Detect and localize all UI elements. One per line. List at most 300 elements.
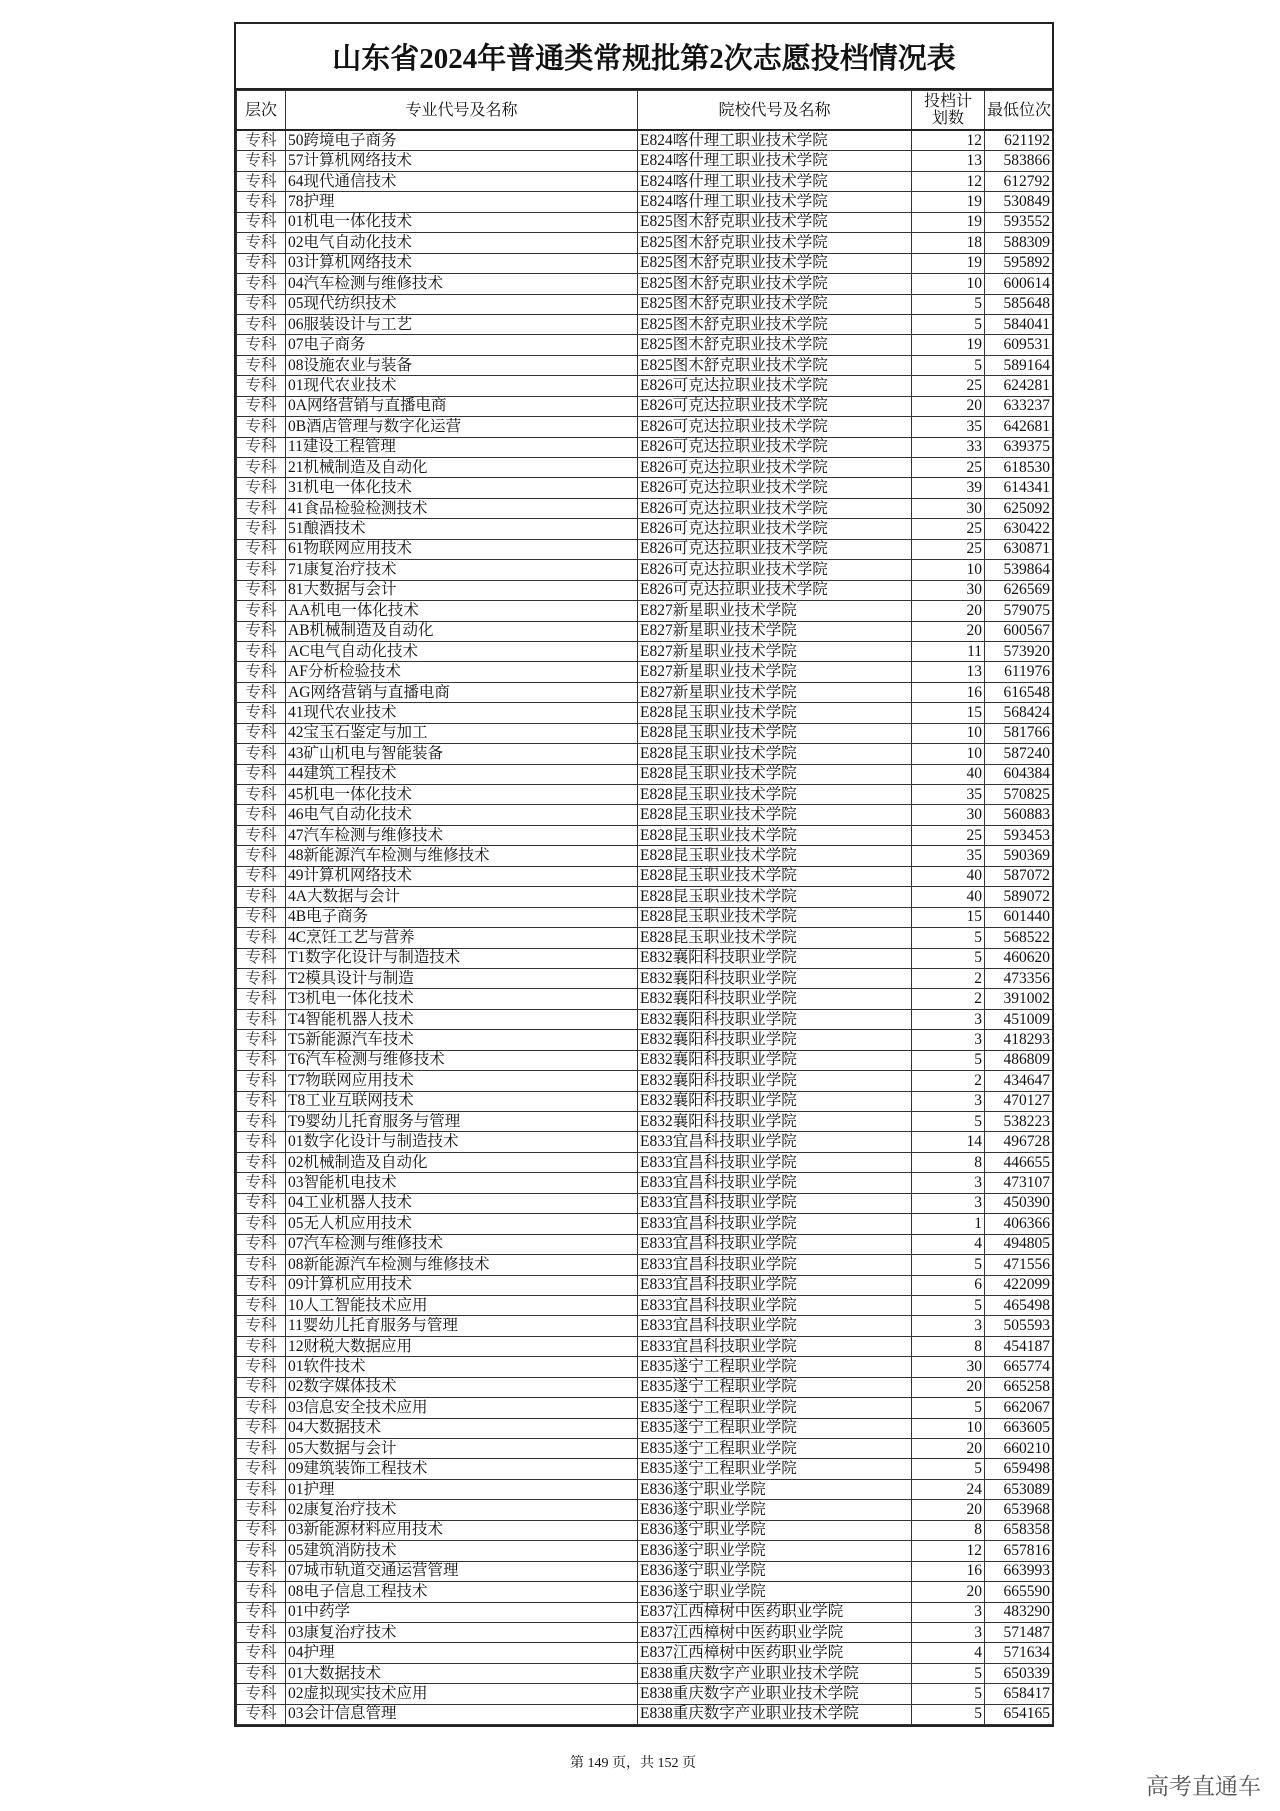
cell-level: 专科 — [237, 1357, 286, 1377]
cell-level: 专科 — [237, 192, 286, 212]
cell-min-rank: 483290 — [985, 1602, 1053, 1622]
cell-min-rank: 639375 — [985, 437, 1053, 457]
cell-major: 4C烹饪工艺与营养 — [286, 928, 638, 948]
cell-plan-count: 3 — [912, 1091, 985, 1111]
cell-level: 专科 — [237, 355, 286, 375]
cell-level: 专科 — [237, 846, 286, 866]
cell-min-rank: 590369 — [985, 846, 1053, 866]
admission-table — [236, 90, 1053, 1725]
cell-major: 81大数据与会计 — [286, 580, 638, 600]
cell-school: E826可克达拉职业技术学院 — [638, 539, 912, 559]
cell-major: T3机电一体化技术 — [286, 989, 638, 1009]
cell-major: T9婴幼儿托育服务与管理 — [286, 1112, 638, 1132]
cell-major: 07汽车检测与维修技术 — [286, 1234, 638, 1254]
cell-plan-count: 8 — [912, 1152, 985, 1172]
cell-major: 06服装设计与工艺 — [286, 314, 638, 334]
cell-plan-count: 24 — [912, 1479, 985, 1499]
cell-level: 专科 — [237, 1275, 286, 1295]
cell-level: 专科 — [237, 253, 286, 273]
cell-plan-count: 5 — [912, 948, 985, 968]
table-row — [237, 437, 1053, 457]
cell-major: 01机电一体化技术 — [286, 212, 638, 232]
cell-level: 专科 — [237, 437, 286, 457]
cell-major: 05大数据与会计 — [286, 1439, 638, 1459]
cell-major: 47汽车检测与维修技术 — [286, 825, 638, 845]
cell-plan-count: 12 — [912, 1541, 985, 1561]
cell-major: 11建设工程管理 — [286, 437, 638, 457]
cell-school: E825图木舒克职业技术学院 — [638, 314, 912, 334]
cell-plan-count: 2 — [912, 968, 985, 988]
cell-major: AC电气自动化技术 — [286, 641, 638, 661]
cell-level: 专科 — [237, 1377, 286, 1397]
cell-plan-count: 20 — [912, 1439, 985, 1459]
table-row — [237, 866, 1053, 886]
cell-plan-count: 40 — [912, 887, 985, 907]
cell-school: E828昆玉职业技术学院 — [638, 907, 912, 927]
cell-level: 专科 — [237, 1050, 286, 1070]
cell-plan-count: 40 — [912, 866, 985, 886]
cell-min-rank: 662067 — [985, 1398, 1053, 1418]
cell-min-rank: 593552 — [985, 212, 1053, 232]
cell-school: E825图木舒克职业技术学院 — [638, 274, 912, 294]
cell-level: 专科 — [237, 1112, 286, 1132]
cell-min-rank: 624281 — [985, 376, 1053, 396]
table-row — [237, 1295, 1053, 1315]
table-row — [237, 294, 1053, 314]
table-row — [237, 1357, 1053, 1377]
table-row — [237, 641, 1053, 661]
cell-min-rank: 454187 — [985, 1336, 1053, 1356]
cell-min-rank: 626569 — [985, 580, 1053, 600]
cell-level: 专科 — [237, 785, 286, 805]
table-row — [237, 1173, 1053, 1193]
cell-level: 专科 — [237, 1418, 286, 1438]
cell-major: T8工业互联网技术 — [286, 1091, 638, 1111]
cell-major: T1数字化设计与制造技术 — [286, 948, 638, 968]
cell-major: 04工业机器人技术 — [286, 1193, 638, 1213]
cell-major: 51酿酒技术 — [286, 519, 638, 539]
cell-plan-count: 8 — [912, 1520, 985, 1540]
cell-level: 专科 — [237, 1582, 286, 1602]
cell-level: 专科 — [237, 396, 286, 416]
cell-major: 01现代农业技术 — [286, 376, 638, 396]
cell-level: 专科 — [237, 968, 286, 988]
cell-min-rank: 600567 — [985, 621, 1053, 641]
cell-school: E832襄阳科技职业学院 — [638, 968, 912, 988]
table-row — [237, 601, 1053, 621]
header-row — [237, 91, 1053, 131]
table-row — [237, 1071, 1053, 1091]
cell-school: E824喀什理工职业技术学院 — [638, 171, 912, 191]
cell-min-rank: 573920 — [985, 641, 1053, 661]
table-row — [237, 723, 1053, 743]
cell-school: E833宜昌科技职业学院 — [638, 1255, 912, 1275]
cell-major: 4B电子商务 — [286, 907, 638, 927]
table-row — [237, 948, 1053, 968]
cell-plan-count: 6 — [912, 1275, 985, 1295]
cell-plan-count: 25 — [912, 825, 985, 845]
cell-min-rank: 593453 — [985, 825, 1053, 845]
cell-min-rank: 589164 — [985, 355, 1053, 375]
cell-plan-count: 30 — [912, 1357, 985, 1377]
cell-level: 专科 — [237, 907, 286, 927]
header-min-rank: 最低位次 — [985, 91, 1053, 131]
cell-min-rank: 650339 — [985, 1663, 1053, 1683]
cell-major: 01中药学 — [286, 1602, 638, 1622]
cell-school: E824喀什理工职业技术学院 — [638, 192, 912, 212]
cell-plan-count: 5 — [912, 1663, 985, 1683]
cell-plan-count: 5 — [912, 294, 985, 314]
cell-level: 专科 — [237, 1193, 286, 1213]
table-row — [237, 1275, 1053, 1295]
cell-school: E833宜昌科技职业学院 — [638, 1214, 912, 1234]
cell-plan-count: 11 — [912, 641, 985, 661]
cell-major: 03康复治疗技术 — [286, 1622, 638, 1642]
table-row — [237, 1459, 1053, 1479]
table-row — [237, 662, 1053, 682]
cell-school: E825图木舒克职业技术学院 — [638, 212, 912, 232]
cell-plan-count: 19 — [912, 192, 985, 212]
cell-major: 02数字媒体技术 — [286, 1377, 638, 1397]
cell-major: 43矿山机电与智能装备 — [286, 744, 638, 764]
cell-level: 专科 — [237, 1030, 286, 1050]
table-row — [237, 376, 1053, 396]
cell-major: 05无人机应用技术 — [286, 1214, 638, 1234]
cell-major: 31机电一体化技术 — [286, 478, 638, 498]
cell-school: E832襄阳科技职业学院 — [638, 1091, 912, 1111]
cell-major: 10人工智能技术应用 — [286, 1295, 638, 1315]
cell-min-rank: 657816 — [985, 1541, 1053, 1561]
cell-school: E824喀什理工职业技术学院 — [638, 151, 912, 171]
cell-min-rank: 539864 — [985, 560, 1053, 580]
cell-level: 专科 — [237, 1622, 286, 1642]
cell-level: 专科 — [237, 1541, 286, 1561]
table-row — [237, 1479, 1053, 1499]
cell-major: 03智能机电技术 — [286, 1173, 638, 1193]
cell-level: 专科 — [237, 212, 286, 232]
cell-plan-count: 12 — [912, 130, 985, 151]
cell-level: 专科 — [237, 580, 286, 600]
cell-plan-count: 5 — [912, 355, 985, 375]
cell-major: AB机械制造及自动化 — [286, 621, 638, 641]
cell-min-rank: 584041 — [985, 314, 1053, 334]
cell-school: E827新星职业技术学院 — [638, 621, 912, 641]
table-row — [237, 682, 1053, 702]
cell-school: E837江西樟树中医药职业学院 — [638, 1602, 912, 1622]
cell-min-rank: 579075 — [985, 601, 1053, 621]
cell-plan-count: 20 — [912, 1500, 985, 1520]
table-row — [237, 498, 1053, 518]
table-row — [237, 396, 1053, 416]
cell-school: E826可克达拉职业技术学院 — [638, 417, 912, 437]
cell-level: 专科 — [237, 1500, 286, 1520]
cell-plan-count: 20 — [912, 1377, 985, 1397]
cell-level: 专科 — [237, 1663, 286, 1683]
cell-min-rank: 473107 — [985, 1173, 1053, 1193]
table-row — [237, 1398, 1053, 1418]
cell-major: 04护理 — [286, 1643, 638, 1663]
cell-school: E833宜昌科技职业学院 — [638, 1152, 912, 1172]
cell-major: 42宝玉石鉴定与加工 — [286, 723, 638, 743]
cell-min-rank: 589072 — [985, 887, 1053, 907]
cell-plan-count: 10 — [912, 744, 985, 764]
table-row — [237, 805, 1053, 825]
table-row — [237, 580, 1053, 600]
cell-min-rank: 406366 — [985, 1214, 1053, 1234]
cell-level: 专科 — [237, 703, 286, 723]
header-major: 专业代号及名称 — [286, 91, 638, 131]
cell-level: 专科 — [237, 1173, 286, 1193]
cell-school: E835遂宁工程职业学院 — [638, 1418, 912, 1438]
cell-school: E826可克达拉职业技术学院 — [638, 437, 912, 457]
cell-school: E825图木舒克职业技术学院 — [638, 233, 912, 253]
cell-plan-count: 33 — [912, 437, 985, 457]
cell-level: 专科 — [237, 662, 286, 682]
table-row — [237, 1316, 1053, 1336]
cell-plan-count: 30 — [912, 498, 985, 518]
cell-min-rank: 621192 — [985, 130, 1053, 151]
cell-plan-count: 3 — [912, 1009, 985, 1029]
table-row — [237, 764, 1053, 784]
cell-min-rank: 633237 — [985, 396, 1053, 416]
header-plan-count: 投档计划数 — [912, 91, 985, 131]
cell-min-rank: 595892 — [985, 253, 1053, 273]
table-row — [237, 560, 1053, 580]
cell-plan-count: 5 — [912, 1295, 985, 1315]
cell-plan-count: 4 — [912, 1234, 985, 1254]
cell-school: E825图木舒克职业技术学院 — [638, 335, 912, 355]
table-row — [237, 253, 1053, 273]
cell-plan-count: 13 — [912, 151, 985, 171]
cell-plan-count: 10 — [912, 274, 985, 294]
cell-school: E826可克达拉职业技术学院 — [638, 498, 912, 518]
cell-plan-count: 35 — [912, 785, 985, 805]
cell-plan-count: 5 — [912, 1398, 985, 1418]
cell-major: 45机电一体化技术 — [286, 785, 638, 805]
table-row — [237, 1643, 1053, 1663]
cell-plan-count: 8 — [912, 1336, 985, 1356]
cell-school: E833宜昌科技职业学院 — [638, 1295, 912, 1315]
cell-level: 专科 — [237, 1091, 286, 1111]
cell-school: E825图木舒克职业技术学院 — [638, 355, 912, 375]
cell-major: 05现代纺织技术 — [286, 294, 638, 314]
table-row — [237, 539, 1053, 559]
cell-level: 专科 — [237, 130, 286, 151]
cell-school: E828昆玉职业技术学院 — [638, 825, 912, 845]
cell-level: 专科 — [237, 948, 286, 968]
cell-major: 03信息安全技术应用 — [286, 1398, 638, 1418]
cell-level: 专科 — [237, 519, 286, 539]
table-row — [237, 335, 1053, 355]
cell-plan-count: 5 — [912, 1459, 985, 1479]
cell-plan-count: 25 — [912, 519, 985, 539]
cell-school: E826可克达拉职业技术学院 — [638, 580, 912, 600]
cell-level: 专科 — [237, 1439, 286, 1459]
cell-school: E832襄阳科技职业学院 — [638, 948, 912, 968]
cell-school: E835遂宁工程职业学院 — [638, 1459, 912, 1479]
cell-min-rank: 583866 — [985, 151, 1053, 171]
cell-min-rank: 653968 — [985, 1500, 1053, 1520]
cell-school: E837江西樟树中医药职业学院 — [638, 1643, 912, 1663]
cell-plan-count: 16 — [912, 682, 985, 702]
cell-plan-count: 3 — [912, 1316, 985, 1336]
cell-min-rank: 609531 — [985, 335, 1053, 355]
page-title: 山东省2024年普通类常规批第2次志愿投档情况表 — [236, 24, 1052, 90]
cell-plan-count: 5 — [912, 1050, 985, 1070]
cell-min-rank: 658417 — [985, 1684, 1053, 1704]
table-row — [237, 1500, 1053, 1520]
cell-min-rank: 653089 — [985, 1479, 1053, 1499]
cell-level: 专科 — [237, 805, 286, 825]
cell-major: 49计算机网络技术 — [286, 866, 638, 886]
cell-plan-count: 20 — [912, 601, 985, 621]
cell-plan-count: 1 — [912, 1214, 985, 1234]
cell-min-rank: 418293 — [985, 1030, 1053, 1050]
cell-major: 05建筑消防技术 — [286, 1541, 638, 1561]
cell-major: 21机械制造及自动化 — [286, 458, 638, 478]
cell-min-rank: 494805 — [985, 1234, 1053, 1254]
cell-major: 01护理 — [286, 1479, 638, 1499]
cell-major: 08设施农业与装备 — [286, 355, 638, 375]
cell-school: E826可克达拉职业技术学院 — [638, 560, 912, 580]
cell-plan-count: 10 — [912, 1418, 985, 1438]
table-row — [237, 887, 1053, 907]
cell-major: 11婴幼儿托育服务与管理 — [286, 1316, 638, 1336]
cell-level: 专科 — [237, 601, 286, 621]
cell-plan-count: 25 — [912, 376, 985, 396]
cell-plan-count: 16 — [912, 1561, 985, 1581]
cell-level: 专科 — [237, 417, 286, 437]
cell-school: E825图木舒克职业技术学院 — [638, 294, 912, 314]
cell-min-rank: 470127 — [985, 1091, 1053, 1111]
table-row — [237, 1663, 1053, 1683]
cell-plan-count: 15 — [912, 703, 985, 723]
cell-plan-count: 5 — [912, 928, 985, 948]
cell-min-rank: 505593 — [985, 1316, 1053, 1336]
cell-min-rank: 571634 — [985, 1643, 1053, 1663]
cell-major: T2模具设计与制造 — [286, 968, 638, 988]
cell-school: E837江西樟树中医药职业学院 — [638, 1622, 912, 1642]
cell-min-rank: 654165 — [985, 1704, 1053, 1724]
cell-level: 专科 — [237, 171, 286, 191]
cell-level: 专科 — [237, 1316, 286, 1336]
cell-school: E828昆玉职业技术学院 — [638, 846, 912, 866]
cell-plan-count: 3 — [912, 1173, 985, 1193]
cell-major: 03计算机网络技术 — [286, 253, 638, 273]
cell-plan-count: 13 — [912, 662, 985, 682]
cell-level: 专科 — [237, 825, 286, 845]
cell-plan-count: 3 — [912, 1193, 985, 1213]
cell-major: 50跨境电子商务 — [286, 130, 638, 151]
cell-major: 04大数据技术 — [286, 1418, 638, 1438]
cell-level: 专科 — [237, 641, 286, 661]
cell-plan-count: 3 — [912, 1622, 985, 1642]
cell-min-rank: 663993 — [985, 1561, 1053, 1581]
cell-level: 专科 — [237, 723, 286, 743]
cell-school: E828昆玉职业技术学院 — [638, 764, 912, 784]
table-body — [237, 130, 1053, 1725]
cell-min-rank: 568424 — [985, 703, 1053, 723]
cell-school: E826可克达拉职业技术学院 — [638, 458, 912, 478]
cell-school: E833宜昌科技职业学院 — [638, 1275, 912, 1295]
cell-school: E838重庆数字产业职业技术学院 — [638, 1663, 912, 1683]
table-row — [237, 785, 1053, 805]
cell-school: E826可克达拉职业技术学院 — [638, 478, 912, 498]
cell-level: 专科 — [237, 744, 286, 764]
cell-level: 专科 — [237, 1336, 286, 1356]
cell-school: E838重庆数字产业职业技术学院 — [638, 1704, 912, 1724]
cell-plan-count: 5 — [912, 1684, 985, 1704]
cell-major: T6汽车检测与维修技术 — [286, 1050, 638, 1070]
cell-plan-count: 25 — [912, 539, 985, 559]
cell-min-rank: 660210 — [985, 1439, 1053, 1459]
table-row — [237, 1336, 1053, 1356]
cell-major: 09建筑装饰工程技术 — [286, 1459, 638, 1479]
cell-plan-count: 20 — [912, 621, 985, 641]
cell-level: 专科 — [237, 478, 286, 498]
cell-school: E825图木舒克职业技术学院 — [638, 253, 912, 273]
table-row — [237, 212, 1053, 232]
cell-min-rank: 446655 — [985, 1152, 1053, 1172]
cell-level: 专科 — [237, 335, 286, 355]
cell-school: E835遂宁工程职业学院 — [638, 1398, 912, 1418]
cell-plan-count: 10 — [912, 560, 985, 580]
cell-school: E828昆玉职业技术学院 — [638, 723, 912, 743]
cell-major: 02虚拟现实技术应用 — [286, 1684, 638, 1704]
cell-level: 专科 — [237, 621, 286, 641]
cell-school: E836遂宁职业学院 — [638, 1520, 912, 1540]
cell-major: 02电气自动化技术 — [286, 233, 638, 253]
cell-plan-count: 20 — [912, 1582, 985, 1602]
cell-plan-count: 5 — [912, 1704, 985, 1724]
cell-major: 0B酒店管理与数字化运营 — [286, 417, 638, 437]
table-row — [237, 825, 1053, 845]
table-row — [237, 1234, 1053, 1254]
cell-plan-count: 5 — [912, 1255, 985, 1275]
cell-min-rank: 665774 — [985, 1357, 1053, 1377]
cell-plan-count: 3 — [912, 1602, 985, 1622]
cell-level: 专科 — [237, 314, 286, 334]
table-row — [237, 968, 1053, 988]
cell-min-rank: 585648 — [985, 294, 1053, 314]
cell-level: 专科 — [237, 1643, 286, 1663]
cell-min-rank: 625092 — [985, 498, 1053, 518]
cell-major: 0A网络营销与直播电商 — [286, 396, 638, 416]
table-row — [237, 1582, 1053, 1602]
cell-plan-count: 19 — [912, 335, 985, 355]
cell-level: 专科 — [237, 1684, 286, 1704]
cell-plan-count: 19 — [912, 253, 985, 273]
cell-major: 02机械制造及自动化 — [286, 1152, 638, 1172]
cell-school: E836遂宁职业学院 — [638, 1479, 912, 1499]
cell-school: E827新星职业技术学院 — [638, 641, 912, 661]
cell-major: 44建筑工程技术 — [286, 764, 638, 784]
cell-level: 专科 — [237, 1214, 286, 1234]
page-number: 第 149 页，共 152 页 — [570, 1756, 696, 1771]
table-row — [237, 417, 1053, 437]
cell-level: 专科 — [237, 1009, 286, 1029]
cell-major: 12财税大数据应用 — [286, 1336, 638, 1356]
table-row — [237, 1030, 1053, 1050]
cell-school: E828昆玉职业技术学院 — [638, 866, 912, 886]
cell-major: 46电气自动化技术 — [286, 805, 638, 825]
cell-school: E828昆玉职业技术学院 — [638, 928, 912, 948]
table-row — [237, 744, 1053, 764]
cell-school: E827新星职业技术学院 — [638, 601, 912, 621]
cell-level: 专科 — [237, 1071, 286, 1091]
cell-min-rank: 473356 — [985, 968, 1053, 988]
cell-plan-count: 39 — [912, 478, 985, 498]
